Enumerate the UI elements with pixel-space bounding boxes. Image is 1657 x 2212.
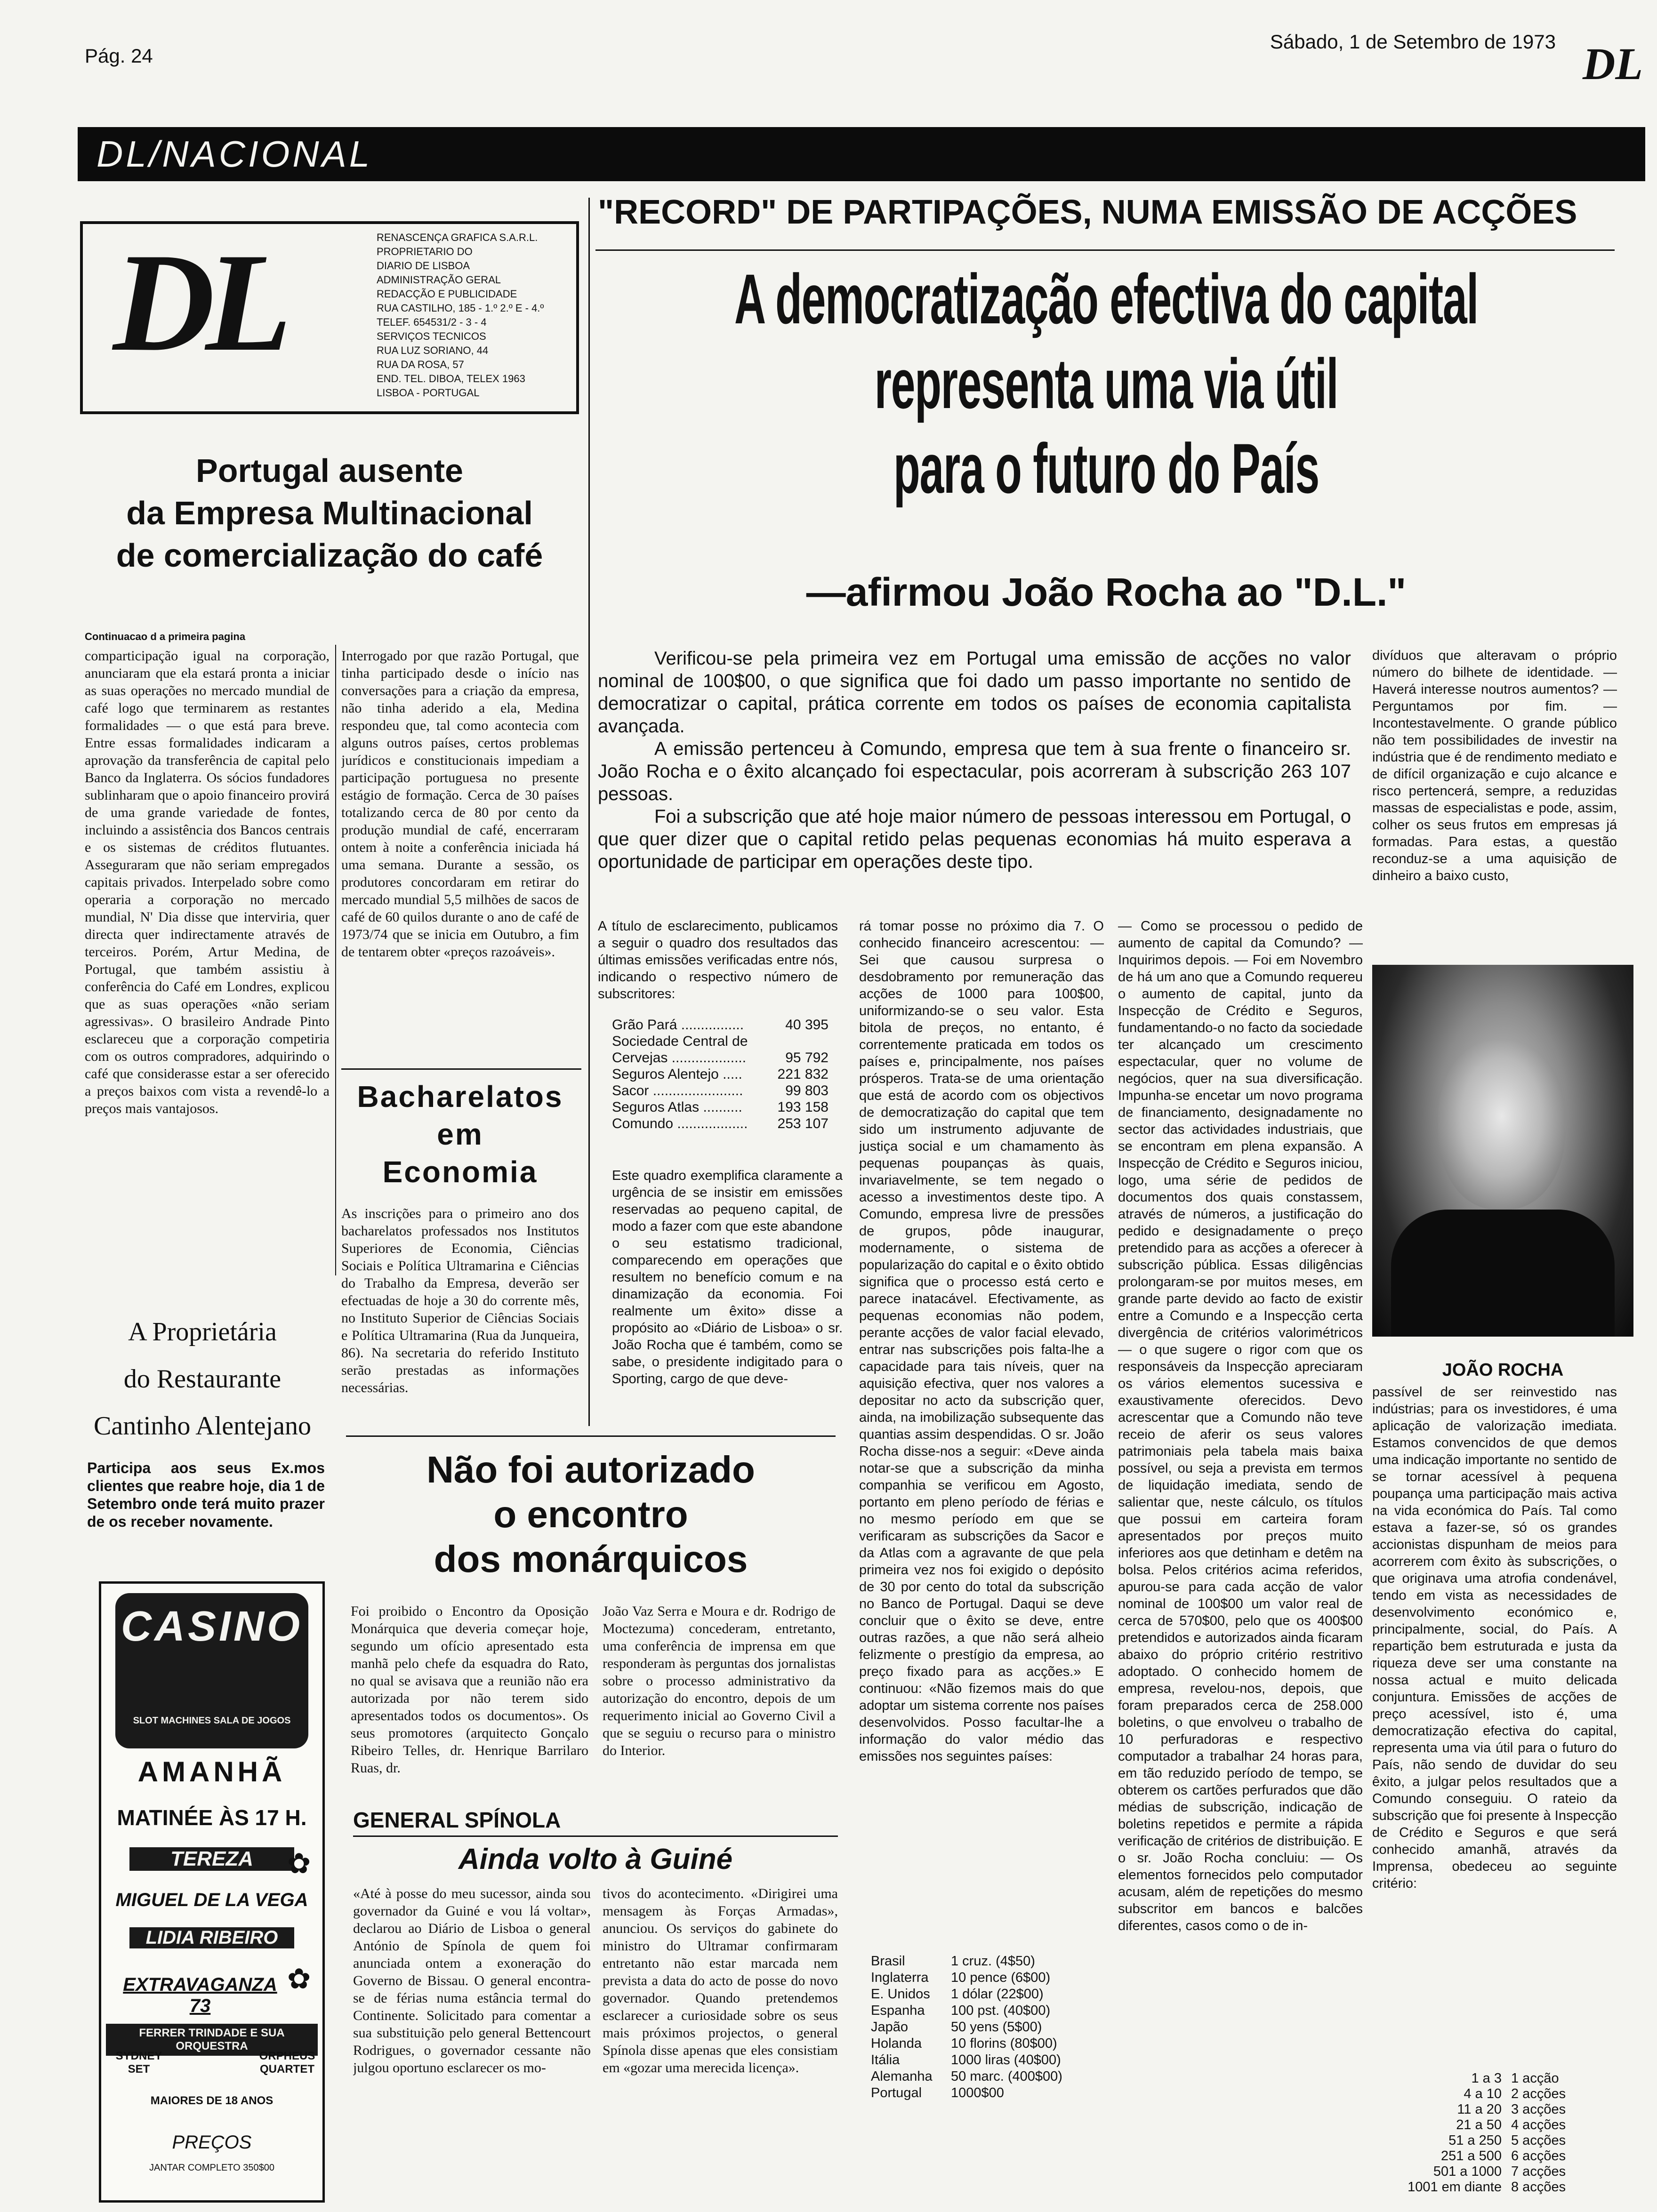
main-headline-line: para o futuro do País [893, 429, 1319, 508]
table-cell-name: Japão [871, 2020, 909, 2035]
bacharelatos-text: As inscrições para o primeiro ano dos bacharelatos professados nos Institutos Superiores de Economia, Ciências Sociais e Política Ultramarina e Ciências do Trabalho da Empresa, deverão ser efectuadas de hoje a 30 do corrente mês, no Instituto Superior de Ciências Sociais e Política Ultramarina (Rua da Junqueira, 86). Na secretaria do referido Instituto serão prestadas as informações necessárias. [341, 1206, 579, 1395]
table-cell-name: Alemanha [871, 2069, 933, 2084]
table-row [1379, 2071, 1615, 2086]
table-cell-range: 51 a 250 [1448, 2133, 1502, 2148]
main-headline [734, 256, 1478, 511]
bacharelatos-headline-line: Bacharelatos [357, 1080, 563, 1114]
monarquicos-column-2: João Vaz Serra e Moura e dr. Rodrigo de Moctezuma) concederam, entretanto, uma conferência de imprensa em que responderam às perguntas dos jornalistas sobre o processo administrativo da autorização do encontro, depois de um requerimento inicial ao Governo Civil a que se seguiu o recurso para o ministro do Interior. [603, 1603, 836, 1758]
table-cell-name: Comundo .................. [612, 1116, 748, 1131]
section-banner: DL/NACIONAL [78, 127, 1645, 181]
table-row [1379, 2164, 1615, 2180]
bacharelatos-headline-line: em [437, 1117, 483, 1151]
table-row [871, 2036, 1116, 2052]
header-logo: DL [1583, 39, 1643, 89]
flower-icon: ✿ [287, 1848, 311, 1879]
imprint-line: RENASCENÇA GRAFICA S.A.R.L. [377, 232, 538, 243]
table-cell-value: 1 dólar (22$00) [951, 1987, 1044, 2002]
table-cell-value: 2 acções [1511, 2086, 1566, 2101]
table-row [871, 2068, 1116, 2085]
table-cell-name: Grão Pará ................ [612, 1017, 744, 1033]
table-row [871, 1986, 1116, 2003]
imprint-line: TELEF. 654531/2 - 3 - 4 [377, 316, 487, 328]
imprint-line: DIARIO DE LISBOA [377, 260, 470, 272]
monarquicos-headline [346, 1447, 836, 1581]
table-cell-value: 1 acção [1511, 2071, 1559, 2086]
table-row [612, 1099, 828, 1115]
restaurante-text: Participa aos seus Ex.mos clientes que reabre hoje, dia 1 de Setembro onde terá muito prazer de os receber novamente. [87, 1459, 325, 1530]
spinola-column-1: «Até à posse do meu sucessor, ainda sou governador da Guiné e vou lá voltar», declarou ao Diário de Lisboa o general António de Spínola de quem foi anunciada ontem a exoneração do Governo de Bissau. O general encontra-se de férias numa estância termal do Continente. Solicitado para comentar a sua substituição pelo general Bettencourt Rodrigues, o governador cessante não julgou oportuno esclarecer os mo- [353, 1886, 591, 2076]
table-row [1379, 2180, 1615, 2195]
imprint-line: RUA DA ROSA, 57 [377, 359, 464, 370]
casino-age: MAIORES DE 18 ANOS [150, 2094, 273, 2107]
table-cell-value: 253 107 [777, 1116, 828, 1131]
divider [353, 1835, 838, 1837]
monarquicos-column-1: Foi proibido o Encontro da Oposição Monárquica que deveria começar hoje, segundo um ofício apresentado esta manhã pelo chefe da esquadra do Rato, no qual se avisava que a reunião não era autorizada por não terem sido apresentados todos os documentos». Os seus promotores (arquitecto Gonçalo Ribeiro Telles, dr. Henrique Barrilaro Ruas, dr. [351, 1603, 588, 1776]
column-divider [335, 645, 336, 1275]
restaurante-headline-line: do Restaurante [123, 1364, 282, 1394]
spinola-kicker: GENERAL SPÍNOLA [353, 1808, 561, 1832]
table-cell-value: 8 acções [1511, 2180, 1566, 2195]
table-cell-value: 100 pst. (40$00) [951, 2003, 1051, 2018]
table-row [871, 1953, 1116, 1970]
cafe-headline [80, 449, 579, 577]
divider [346, 1435, 836, 1437]
monarquicos-headline-line: o encontro [493, 1493, 688, 1535]
table-cell-name: Brasil [871, 1954, 905, 1969]
imprint-line: RUA LUZ SORIANO, 44 [377, 345, 489, 356]
imprint-line: PROPRIETARIO DO [377, 246, 473, 257]
table-row [1379, 2102, 1615, 2117]
table-row [612, 1066, 828, 1082]
cafe-headline-line: da Empresa Multinacional [126, 495, 533, 531]
table-cell-name: Sociedade Central de [612, 1034, 748, 1049]
table-row [612, 1115, 828, 1132]
monarquicos-headline-line: Não foi autorizado [426, 1449, 755, 1491]
table-cell-value: 6 acções [1511, 2148, 1566, 2164]
table-cell-range: 501 a 1000 [1433, 2164, 1502, 2179]
imprint-line: REDACÇÃO E PUBLICIDADE [377, 288, 517, 300]
table-cell-range: 251 a 500 [1440, 2148, 1502, 2164]
imprint-text [377, 231, 574, 400]
table-cell-name: Seguros Alentejo ..... [612, 1066, 742, 1082]
photo-caption: JOÃO ROCHA [1442, 1360, 1564, 1380]
table-cell-range: 21 a 50 [1456, 2117, 1502, 2132]
lead-paragraph: A emissão pertenceu à Comundo, empresa que tem à sua frente o financeiro sr. João Rocha e o êxito alcançado foi espectacular, pois acorreram à subscrição 263 107 pessoas. [598, 738, 1351, 804]
divider [595, 249, 1615, 251]
spinola-headline: Ainda volto à Guiné [458, 1843, 733, 1875]
table-cell-name: Seguros Atlas .......... [612, 1099, 742, 1115]
table-cell-value: 221 832 [777, 1066, 828, 1082]
spinola-column-2: tivos do acontecimento. «Dirigirei uma mensagem às Forças Armadas», anunciou. Os serviços do gabinete do ministro do Ultramar confirmaram entretanto não estar marcada nem prevista a data do acto de posse do novo governador. Quando pretendemos esclarecer a curiosidade sobre os seus mais próximos projectos, o general Spínola disse apenas que eles consistiam em «gozar uma merecida licença». [603, 1886, 838, 2076]
restaurante-headline [80, 1308, 325, 1450]
issue-date: Sábado, 1 de Setembro de 1973 [1270, 31, 1556, 53]
main-headline-line: A democratização efectiva do capital [734, 259, 1478, 338]
restaurante-headline-line: Cantinho Alentejano [94, 1411, 311, 1441]
subscribers-table [612, 1017, 828, 1132]
table-row [871, 2019, 1116, 2036]
table-cell-value: 40 395 [785, 1017, 828, 1033]
table-cell-value: 50 marc. (400$00) [951, 2069, 1062, 2084]
cafe-headline-line: Portugal ausente [196, 452, 463, 489]
main-column-1-text: Este quadro exemplifica claramente a urgência de se insistir em emissões reservadas ao pequeno capital, de modo a fazer com que este abandone o seu estatismo tradicional, comparecendo em operações que resultem no benefício comum e na dinamização da economia. Foi realmente um êxito» disse a propósito ao «Diário de Lisboa» o sr. João Rocha que é também, como se sabe, o presidente indigitado para o Sporting, cargo de que deve- [612, 1168, 843, 1387]
table-cell-value: 193 158 [777, 1099, 828, 1115]
table-row [871, 1970, 1116, 1986]
table-row [612, 1033, 828, 1050]
table-cell-value: 10 florins (80$00) [951, 2036, 1057, 2051]
table-cell-value: 4 acções [1511, 2117, 1566, 2132]
casino-advertisement [99, 1581, 325, 2203]
imprint-line: END. TEL. DIBOA, TELEX 1963 [377, 373, 525, 385]
table-row [1379, 2133, 1615, 2148]
main-column-4-text-2: passível de ser reinvestido nas indústrias; para os investidores, é uma aplicação de valorização imediata. Estamos convencidos de que demos uma indicação importante no sentido de se tornar acessível à pequena poupança uma participação mais activa na vida económica do País. Tal como estava a fazer-se, só os grandes accionistas dispunham de meios para acorrerem com êxito às subscrições, o que originava uma atrofia condenável, tendo em vista as necessidades de desenvolvimento económico e, principalmente, social, do País. A repartição bem estruturada e justa da riqueza deve ser uma constante na nossa actual e muito delicada conjuntura. Emissões de acções de preço acessível, isto é, uma democratização efectiva do capital, representa uma via útil para o futuro do País, não sendo de duvidar do seu êxito, a julgar pelos resultados que a Comundo conseguiu. O rateio da subscrição que foi presente à Inspecção de Crédito e Seguros e que será conhecido amanhã, através da Imprensa, obedeceu ao seguinte critério: [1372, 1385, 1617, 1891]
casino-footer: JANTAR COMPLETO 350$00 [149, 2163, 275, 2173]
monarquicos-headline-line: dos monárquicos [434, 1538, 748, 1580]
imprint-line: ADMINISTRAÇÃO GERAL [377, 274, 501, 286]
bacharelatos-headline-line: Economia [382, 1155, 538, 1189]
table-cell-range: 1 a 3 [1471, 2071, 1502, 2086]
table-cell-range: 11 a 20 [1457, 2102, 1502, 2117]
main-lead [598, 647, 1351, 873]
casino-act-1: TEREZA [129, 1847, 294, 1871]
table-cell-value: 50 yens (5$00) [951, 2020, 1042, 2035]
table-cell-name: Inglaterra [871, 1970, 929, 1985]
casino-prices: PREÇOS [172, 2132, 252, 2153]
bacharelatos-headline [341, 1078, 579, 1191]
table-cell-name: E. Unidos [871, 1987, 930, 2002]
cafe-kicker: Continuacao d a primeira pagina [85, 631, 246, 642]
casino-band: FERRER TRINDADE E SUA ORQUESTRA [106, 2024, 318, 2056]
restaurante-headline-line: A Proprietária [128, 1317, 277, 1346]
lead-paragraph: Verificou-se pela primeira vez em Portugal uma emissão de acções no valor nominal de 100$00, o que significa que foi dado um passo importante no sentido de democratizar o capital, prática corrente em todos os países de economia capitalista avançada. [598, 648, 1351, 737]
table-cell-name: Holanda [871, 2036, 922, 2051]
main-byline: —afirmou João Rocha ao "D.L." [806, 570, 1407, 614]
table-row [871, 2003, 1116, 2019]
table-row [871, 2052, 1116, 2068]
table-cell-value: 1000 liras (40$00) [951, 2052, 1061, 2068]
newspaper-logo: DL [113, 224, 282, 380]
table-cell-name: Portugal [871, 2085, 922, 2100]
table-row [1379, 2148, 1615, 2164]
casino-amanha: AMANHÃ [137, 1756, 286, 1787]
lead-paragraph: Foi a subscrição que até hoje maior número de pessoas interessou em Portugal, o que quer dizer que o capital retido pelas pequenas economias há muito esperava a oportunidade de participar em operações deste tipo. [598, 806, 1351, 872]
cafe-column-1: comparticipação igual na corporação, anunciaram que ela estará pronta a iniciar as suas operações no mercado mundial de café logo que terminarem as restantes formalidades — o que está para breve. Entre essas formalidades indicaram a aprovação da transferência de capital pelo Banco da Inglaterra. Os sócios fundadores sublinharam que o apoio financeiro provirá de uma grande variedade de fontes, incluindo a assistência dos Bancos centrais e os sistemas de créditos flutuantes. Asseguraram que não seriam empregados capitais privados. Interpelado sobre como operaria a corporação no mercado mundial, N' Dia disse que interviria, quer directa quer indirectamente através de terceiros. Porém, Artur Medina, de Portugal, que também assistiu à conferência do Café em Londres, explicou que as suas operações «não seriam agressivas». O brasileiro Andrade Pinto esclareceu que a corporação competiria com os outros compradores, adquirindo o café que considerasse estar a ser oferecido a preços baixos com vista a revendê-lo a preços mais vantajosos. [85, 648, 330, 1116]
main-column-1-intro: A título de esclarecimento, publicamos a seguir o quadro dos resultados das últimas emissões verificadas entre nós, indicando o respectivo número de subscritores: [598, 919, 838, 1002]
portrait-photo [1372, 965, 1633, 1337]
table-cell-value: 1000$00 [951, 2085, 1004, 2100]
casino-title: CASINO [121, 1603, 303, 1650]
table-row [612, 1017, 828, 1033]
casino-act-2: MIGUEL DE LA VEGA [115, 1890, 308, 1910]
table-cell-range: 4 a 10 [1464, 2086, 1502, 2101]
casino-matinee: MATINÉE ÀS 17 H. [117, 1805, 307, 1830]
imprint-line: SERVIÇOS TECNICOS [377, 330, 486, 342]
casino-act-4: EXTRAVAGANZA 73 [123, 1974, 277, 2016]
table-row [1379, 2086, 1615, 2102]
page-number: Pág. 24 [85, 45, 153, 67]
portrait-suit [1391, 1210, 1615, 1337]
imprint-line: RUA CASTILHO, 185 - 1.º 2.º E - 4.º [377, 302, 544, 314]
portrait-face [1438, 1040, 1565, 1210]
table-row [612, 1050, 828, 1066]
casino-act-3: LIDIA RIBEIRO [129, 1927, 294, 1948]
column-divider [588, 198, 590, 1426]
table-cell-value: 95 792 [785, 1050, 828, 1066]
main-headline-line: representa uma via útil [874, 344, 1338, 423]
table-row [871, 2085, 1116, 2101]
table-cell-value: 7 acções [1511, 2164, 1566, 2179]
table-cell-value: 3 acções [1511, 2102, 1566, 2117]
cafe-headline-line: de comercialização do café [116, 537, 543, 574]
main-column-2-text: rá tomar posse no próximo dia 7. O conhecido financeiro acrescentou: — Sei que causou surpresa o desdobramento por remuneração das acções de 1000 para 100$00, uniformizando-se o seu valor. Esta bitola de preços, no entanto, é correntemente praticada em todos os países e, principalmente, nos países prósperos. Trata-se de uma orientação que está de acordo com os objectivos de democratização do capital que tem sido um instrumento adjuvante de justiça social e um chamamento às pequenas poupanças às quais, invariavelmente, se tem negado o acesso a investimentos deste tipo. A Comundo, empresa livre de pressões de grupos, pôde inaugurar, modernamente, o sistema de popularização do capital e o êxito obtido significa que o processo está certo e parece inatacável. Efectivamente, as pequenas economias não podem, perante acções de valor facial elevado, entrar nas subscrições pois falta-lhe a capacidade para tais níveis, quer na aquisição efectiva, quer nos valores a depositar no acto da subscrição quer, ainda, na imobilização subsequente das quantias assim despendidas. O sr. João Rocha disse-nos a seguir: «Deve ainda notar-se que a subscrição da minha companhia se verificou em Agosto, portanto em pleno período de férias e no mesmo período em que se verificaram as subscrições da Sacor e da Atlas com a agravante de que pela primeira vez nos foi exigido o depósito de 30 por cento do total da subscrição no Banco de Portugal. Daqui se deve concluir que o êxito se deve, entre outras razões, a que não será alheio felizmente o prestígio da empresa, ao preço fixado para as acções.» E continuou: «Não fizemos mais do que adoptar um sistema corrente nos países desenvolvidos. Posso facultar-lhe a informação do valor médio das emissões nos seguintes países: [859, 919, 1104, 1764]
casino-left-act: SYDNEY SET [115, 2050, 162, 2076]
table-cell-name: Itália [871, 2052, 900, 2068]
main-column-3-text: — Como se processou o pedido de aumento de capital da Comundo? — Inquirimos depois. — Foi em Novembro de há um ano que a Comundo requereu o aumento de capital, junto da Inspecção de Crédito e Seguros, fundamentando-o no facto da sociedade ter alcançado um crescimento espectacular, quer no volume de negócios, quer na sua diversificação. Impunha-se encetar um novo programa de financiamento, designadamente no sector das actividades industriais, que se encontram em plena expansão. A Inspecção de Crédito e Seguros iniciou, logo, uma série de pedidos de documentos dos quais constassem, através de números, a justificação do pedido e designadamente o preço pretendido para as acções a oferecer à subscrição pública. Essas diligências prolongaram-se por muitos meses, em grande parte devido ao facto de existir entre a Comundo e a Inspecção certa divergência de critérios valorimétricos — o que sugere o rigor com que os responsáveis da Inspecção apreciaram os vários elementos sucessiva e exaustivamente oferecidos. Devo acrescentar que a Comundo não teve receio de aferir os seus valores patrimoniais pela tabela mais baixa possível, ou seja a prevista em termos de liquidação imediata, sendo de salientar que, neste cálculo, os títulos que possui em carteira foram apresentados por preços muito inferiores aos que detinham e detêm na bolsa. Pelos critérios acima referidos, apurou-se para cada acção de valor nominal de 100$00 um valor real de cerca de 570$00, pelo que os 400$00 pretendidos e autorizados ainda ficaram abaixo do próprio critério restritivo adoptado. O conhecido homem de empresa, revelou-nos, depois, que foram preparados cerca de 258.000 boletins, o que envolveu o trabalho de 10 perfuradoras e respectivo computador a trabalhar 24 horas para, em tão reduzido período de tempo, se obterem os cartões perfurados que dão médias de subscrição, indicação de boletins repetidos e permite a rápida verificação de critérios de distribuição. E o sr. João Rocha concluiu: — Os elementos fornecidos pelo computador acusam, além de repetições do mesmo subscritor em bancos e balcões diferentes, casos como o de in- [1118, 919, 1363, 1933]
table-cell-name: Espanha [871, 2003, 925, 2018]
rateio-table [1379, 2071, 1615, 2195]
table-cell-value: 5 acções [1511, 2133, 1566, 2148]
table-row [612, 1082, 828, 1099]
main-kicker: "RECORD" DE PARTIPAÇÕES, NUMA EMISSÃO DE ACÇÕES [598, 193, 1577, 231]
flower-icon: ✿ [287, 1964, 311, 1995]
table-cell-value: 1 cruz. (4$50) [951, 1954, 1035, 1969]
casino-subtitle: SLOT MACHINES SALA DE JOGOS [133, 1715, 291, 1726]
table-cell-name: Sacor ....................... [612, 1083, 743, 1098]
prices-table [871, 1953, 1116, 2101]
table-cell-value: 10 pence (6$00) [951, 1970, 1051, 1985]
table-row [1379, 2117, 1615, 2133]
main-column-4-text: divíduos que alteravam o próprio número do bilhete de identidade. — Haverá interesse noutros aumentos? — Perguntamos por fim. — Incontestavelmente. O grande público não tem possibilidades de investir na indústria que é de rendimento mediato e de difícil organização e cujo alcance e risco pertencerá, sempre, a reduzidas massas de especialistas e pode, assim, colher os seus frutos em empresas já formadas. Para estas, a questão reconduz-se a uma aquisição de dinheiro a baixo custo, [1372, 648, 1617, 883]
cafe-column-2: Interrogado por que razão Portugal, que tinha participado desde o início nas conversações para a criação da empresa, não tinha aderido a ela, Medina respondeu que, tal como acontecia com alguns outros países, certos problemas jurídicos e constitucionais impediam a participação portuguesa no presente estágio de formação. Cerca de 30 países totalizando cerca de 80 por cento da produção mundial de café, encerraram ontem à noite a conferência iniciada há uma semana. Durante a sessão, os produtores concordaram em retirar do mercado mundial 5,5 milhões de sacos de café de 60 quilos durante o ano de café de 1973/74 que se inicia em Outubro, a fim de tentarem obter «preços razoáveis». [341, 648, 579, 960]
divider [341, 1068, 581, 1070]
casino-right-act: ORPHEUS QUARTET [259, 2050, 315, 2076]
table-cell-name: Cervejas ................... [612, 1050, 747, 1066]
table-cell-range: 1001 em diante [1408, 2180, 1502, 2195]
table-cell-value: 99 803 [785, 1083, 828, 1098]
imprint-line: LISBOA - PORTUGAL [377, 387, 480, 399]
